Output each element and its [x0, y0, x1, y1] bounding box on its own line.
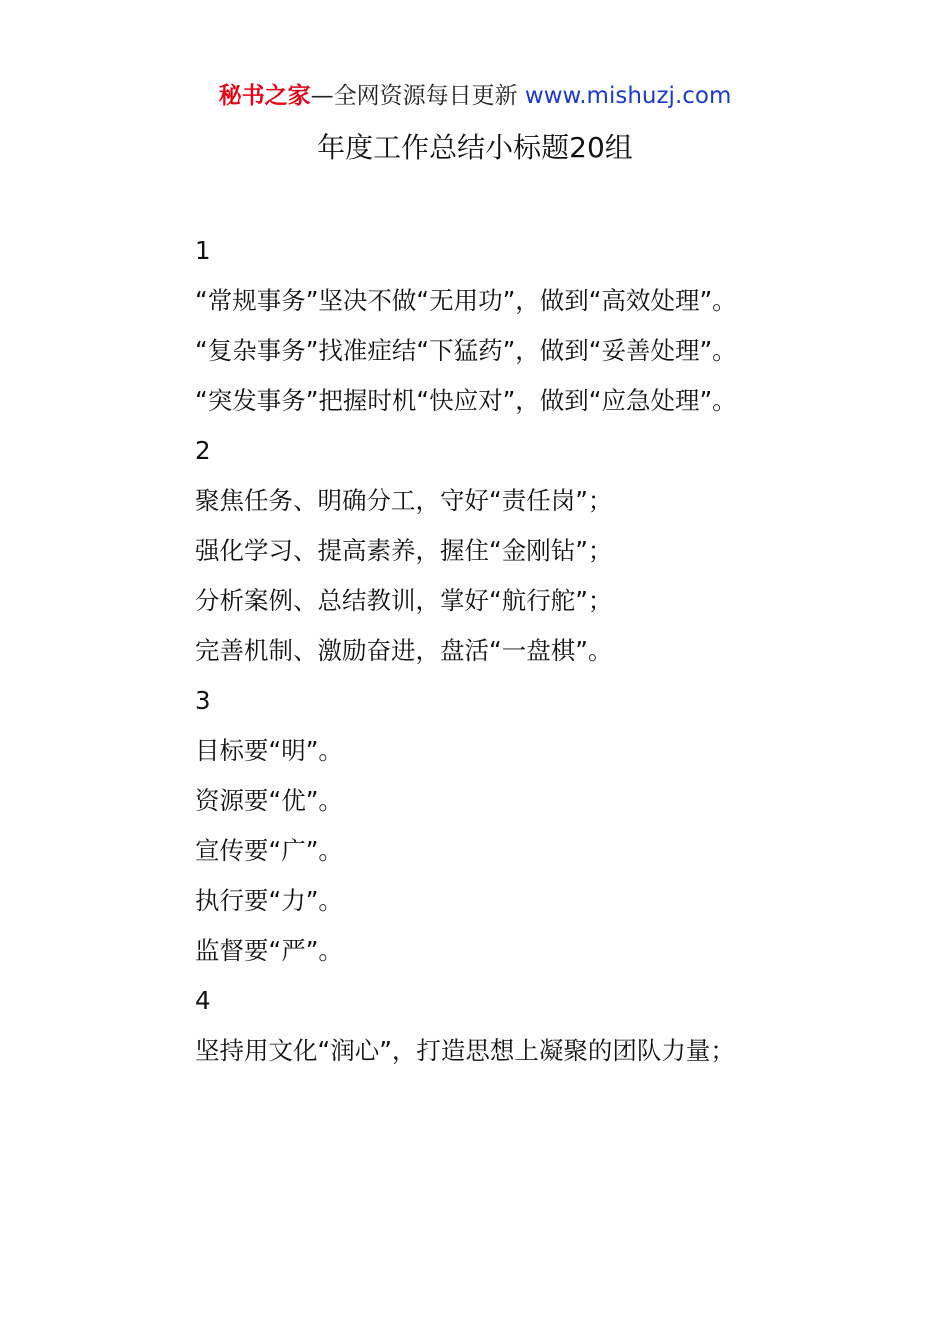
paragraph: 监督要“严”。: [195, 936, 343, 965]
paragraph: “突发事务”把握时机“快应对”，做到“应急处理”。: [195, 386, 737, 415]
paragraph: “复杂事务”找准症结“下猛药”，做到“妥善处理”。: [195, 336, 737, 365]
site-header: [0, 80, 950, 112]
group-number: 3: [195, 686, 211, 715]
paragraph: 分析案例、总结教训，掌好“航行舵”；: [195, 586, 613, 615]
site-url-link[interactable]: www.mishuzj.com: [524, 83, 732, 109]
paragraph: 宣传要“广”。: [195, 836, 343, 865]
paragraph: 强化学习、提高素养，握住“金刚钻”；: [195, 536, 613, 565]
paragraph: 执行要“力”。: [195, 886, 343, 915]
paragraph: 聚焦任务、明确分工，守好“责任岗”；: [195, 486, 613, 515]
paragraph: “常规事务”坚决不做“无用功”，做到“高效处理”。: [195, 286, 737, 315]
paragraph: 目标要“明”。: [195, 736, 343, 765]
group-number: 4: [195, 986, 211, 1015]
paragraph: 完善机制、激励奋进，盘活“一盘棋”。: [195, 636, 613, 665]
paragraph: 坚持用文化“润心”，打造思想上凝聚的团队力量；: [195, 1036, 735, 1065]
document-body: [145, 226, 810, 1076]
group-number: 2: [195, 436, 211, 465]
group-number: 1: [195, 236, 211, 265]
site-tagline: —全网资源每日更新: [310, 83, 525, 109]
document-title: 年度工作总结小标题20组: [317, 131, 633, 164]
paragraph: 资源要“优”。: [195, 786, 343, 815]
site-brand: 秘书之家: [218, 83, 311, 109]
